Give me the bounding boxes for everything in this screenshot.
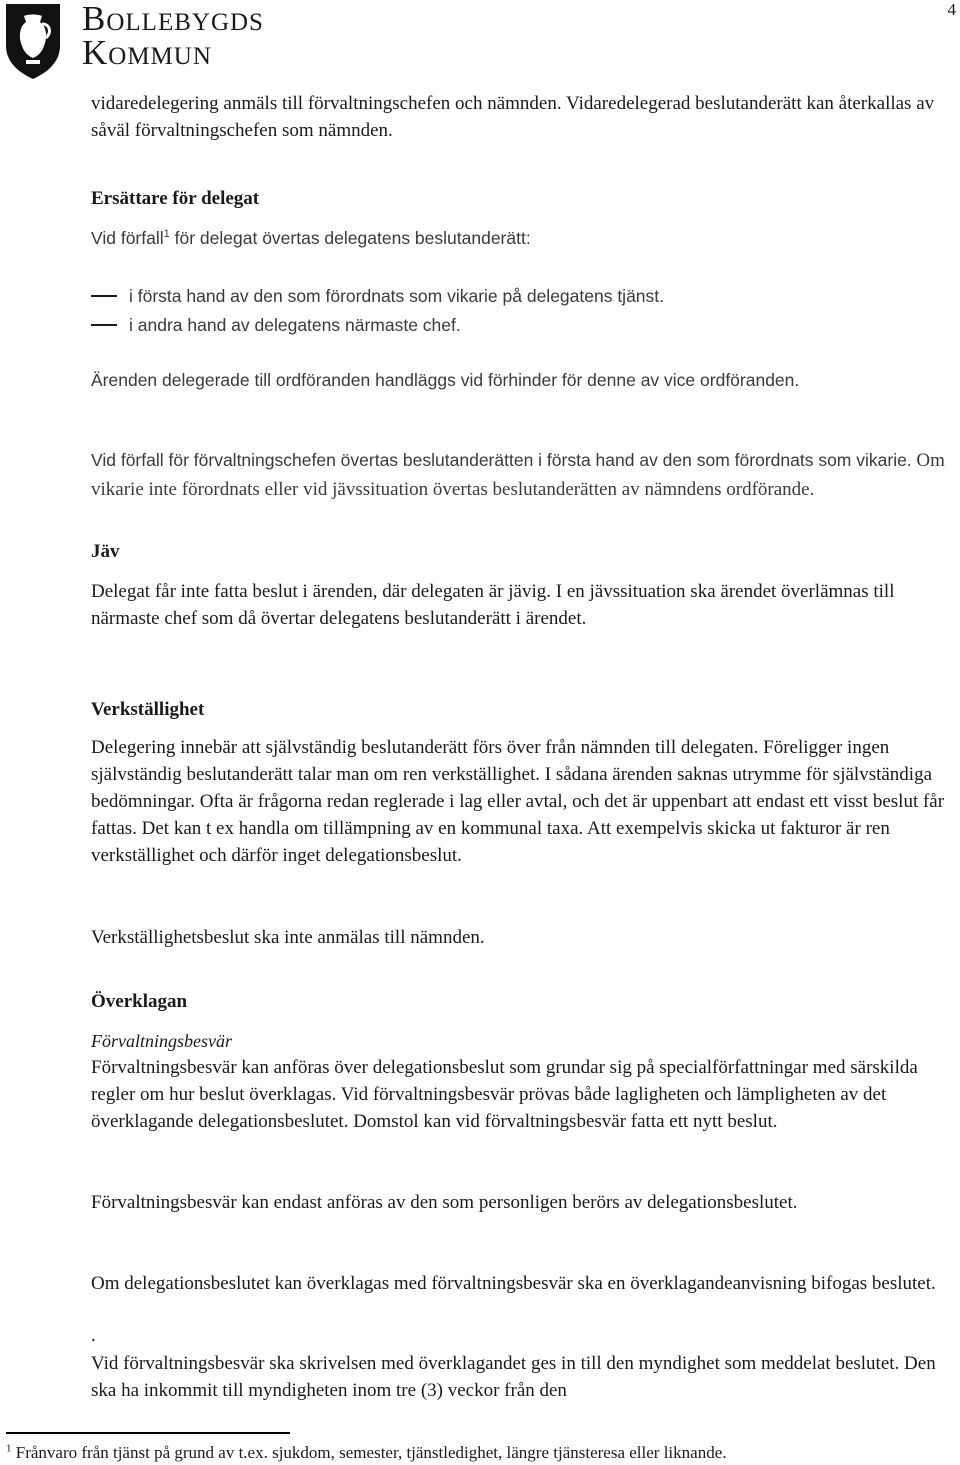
municipality-shield-logo <box>4 2 62 80</box>
footnote-divider <box>6 1432 290 1434</box>
list-item-text: i andra hand av delegatens närmaste chef. <box>129 315 461 335</box>
jav-text-a: Delegat får inte fatta beslut i ärenden, där delegaten är jävig. <box>91 581 551 602</box>
footnote <box>6 1442 727 1464</box>
jav-paragraph <box>91 578 955 632</box>
list-item-text: i första hand av den som förordnats som vikarie på delegatens tjänst. <box>129 286 665 306</box>
jav-text-b: I en jävssituation ska ärendet överlämnas till närmaste chef som då övertar delegatens beslutanderätt i ärendet. <box>91 581 895 629</box>
subheading-forvaltningsbesvar: Förvaltningsbesvär <box>91 1031 232 1051</box>
ersattare-lead-text-b: för delegat övertas delegatens beslutanderätt: <box>169 228 531 248</box>
dash-bullet-icon <box>91 295 117 297</box>
page-number: 4 <box>947 0 956 19</box>
forvaltningschef-text-b: Om vikarie inte förordnats eller vid jävssituation övertas beslutanderätten av nämndens ordförande. <box>91 450 945 500</box>
footnote-text: Frånvaro från tjänst på grund av t.ex. sjukdom, semester, tjänstledighet, längre tjänsteresa eller liknande. <box>11 1443 727 1462</box>
ersattare-lead-text-a: Vid förfall <box>91 228 164 248</box>
forvaltningschef-paragraph <box>91 446 955 504</box>
heading-jav: Jäv <box>91 541 120 562</box>
heading-verkstallighet: Verkställighet <box>91 699 205 720</box>
ordforande-paragraph: Ärenden delegerade till ordföranden handläggs vid förhinder för denne av vice ordföranden. <box>91 370 800 390</box>
municipality-name <box>82 2 264 70</box>
forvaltningsbesvar-paragraph-1: Förvaltningsbesvär kan anföras över delegationsbeslut som grundar sig på specialförfattningar med särskilda regler om hur beslut överklagas. Vid förvaltningsbesvär prövas både lagligheten och lämpligheten av det överklagande delegationsbeslutet. Domstol kan vid förvaltningsbesvär fatta ett nytt beslut. <box>91 1057 918 1132</box>
footnote-reference: 1 <box>163 228 170 241</box>
dash-bullet-icon <box>91 324 117 326</box>
ersattare-lead <box>91 224 955 252</box>
forvaltningschef-text-a: Vid förfall för förvaltningschefen övertas beslutanderätten i första hand av den som förordnats som vikarie. <box>91 450 912 470</box>
verkstallighet-anmalan-paragraph: Verkställighetsbeslut ska inte anmälas till nämnden. <box>91 927 485 948</box>
forvaltningsbesvar-paragraph-2: Förvaltningsbesvär kan endast anföras av den som personligen berörs av delegationsbeslutet. <box>91 1192 798 1213</box>
logo-line-1: Bollebygds <box>82 0 264 38</box>
separator-dot: . <box>91 1325 96 1346</box>
forvaltningsbesvar-paragraph-4: Vid förvaltningsbesvär ska skrivelsen med överklagandet ges in till den myndighet som meddelat beslutet. Den ska ha inkommit till myndigheten inom tre (3) veckor från den <box>91 1353 936 1401</box>
forvaltningsbesvar-paragraph-3: Om delegationsbeslutet kan överklagas med förvaltningsbesvär ska en överklagandeanvisning bifogas beslutet. <box>91 1273 936 1294</box>
logo-line-2: Kommun <box>82 33 212 72</box>
heading-ersattare: Ersättare för delegat <box>91 188 260 209</box>
heading-overklagan: Överklagan <box>91 991 188 1012</box>
intro-paragraph: vidaredelegering anmäls till förvaltningschefen och nämnden. Vidaredelegerad beslutanderätt kan återkallas av såväl förvaltningschefen som nämnden. <box>91 93 935 141</box>
footnote-marker: 1 <box>6 1442 12 1455</box>
verkstallighet-paragraph: Delegering innebär att självständig beslutanderätt förs över från nämnden till delegaten. Föreligger ingen självständig beslutanderätt talar man om ren verkställighet. I sådana ärenden saknas utrymme för självständiga bedömningar. Ofta är frågorna redan reglerade i lag eller avtal, och det är uppenbart att endast ett visst beslut får fattas. Det kan t ex handla om tillämpning av en kommunal taxa. Att exempelvis skicka ut fakturor är ren verkställighet och därför inget delegationsbeslut. <box>91 737 945 866</box>
